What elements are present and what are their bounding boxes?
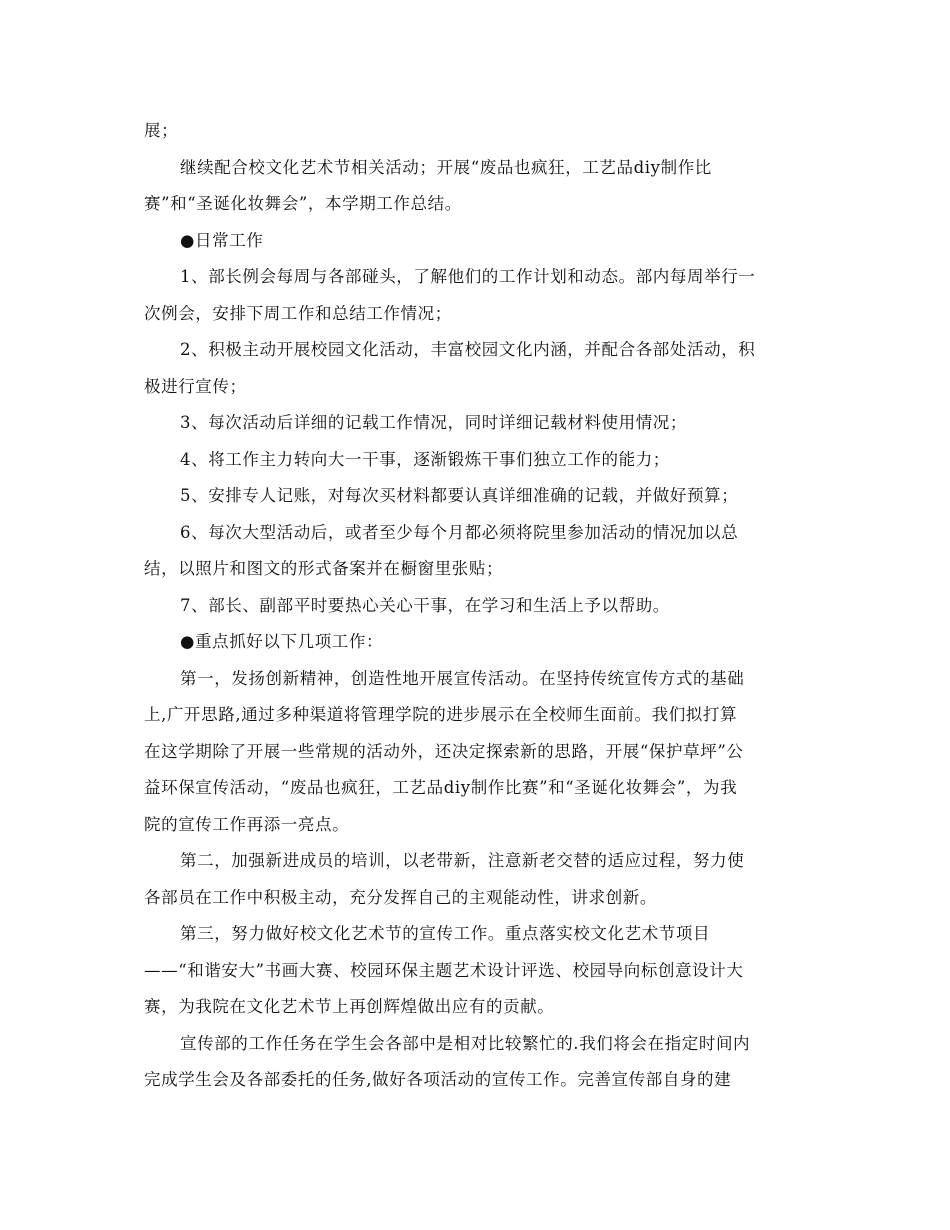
text-line: 完成学生会及各部委托的任务,做好各项活动的宣传工作。完善宣传部自身的建 bbox=[144, 1070, 732, 1089]
text-line: 结，以照片和图文的形式备案并在橱窗里张贴； bbox=[144, 559, 504, 578]
paragraph-line: 第二，加强新进成员的培训，以老带新，注意新老交替的适应过程，努力使 bbox=[180, 851, 745, 870]
text-line: 院的宣传工作再添一亮点。 bbox=[144, 814, 350, 834]
text-line: 益环保宣传活动，“废品也疯狂，工艺品diy制作比赛”和“圣诞化妆舞会”，为我 bbox=[144, 778, 738, 797]
text-line: 展； bbox=[144, 121, 179, 140]
section-heading: ●重点抓好以下几项工作： bbox=[180, 632, 384, 651]
paragraph-line: 第一，发扬创新精神，创造性地开展宣传活动。在坚持传统宣传方式的基础 bbox=[180, 668, 745, 688]
text-line: 赛，为我院在文化艺术节上再创辉煌做出应有的贡献。 bbox=[144, 997, 555, 1016]
list-item: 3、每次活动后详细的记载工作情况，同时详细记载材料使用情况； bbox=[180, 413, 687, 432]
list-item: 1、部长例会每周与各部碰头，了解他们的工作计划和动态。部内每周举行一 bbox=[180, 267, 756, 286]
text-line: ——“和谐安大”书画大赛、校园环保主题艺术设计评选、校园导向标创意设计大 bbox=[144, 960, 744, 980]
text-line: 上,广开思路,通过多种渠道将管理学院的进步展示在全校师生面前。我们拟打算 bbox=[144, 705, 738, 724]
list-item: 2、积极主动开展校园文化活动，丰富校园文化内涵，并配合各部处活动，积 bbox=[180, 340, 756, 359]
text-line: 次例会，安排下周工作和总结工作情况； bbox=[144, 303, 452, 323]
list-item: 7、部长、副部平时要热心关心干事，在学习和生活上予以帮助。 bbox=[180, 595, 670, 615]
list-item: 5、安排专人记账，对每次买材料都要认真详细准确的记载，并做好预算； bbox=[180, 486, 739, 505]
section-heading: ●日常工作 bbox=[180, 230, 264, 250]
document-body bbox=[144, 113, 806, 1099]
text-line: 各部员在工作中积极主动，充分发挥自己的主观能动性，讲求创新。 bbox=[144, 887, 657, 907]
text-line: 赛”和“圣诞化妆舞会”，本学期工作总结。 bbox=[144, 194, 462, 213]
list-item: 6、每次大型活动后，或者至少每个月都必须将院里参加活动的情况加以总 bbox=[180, 522, 739, 542]
text-line: 极进行宣传； bbox=[144, 376, 247, 396]
text-line: 继续配合校文化艺术节相关活动；开展“废品也疯狂，工艺品diy制作比 bbox=[180, 157, 712, 177]
paragraph-line: 宣传部的工作任务在学生会各部中是相对比较繁忙的.我们将会在指定时间内 bbox=[180, 1033, 751, 1053]
paragraph-line: 第三，努力做好校文化艺术节的宣传工作。重点落实校文化艺术节项目 bbox=[180, 924, 711, 943]
text-line: 在这学期除了开展一些常规的活动外，还决定探索新的思路，开展“保护草坪”公 bbox=[144, 741, 744, 761]
list-item: 4、将工作主力转向大一干事，逐渐锻炼干事们独立工作的能力； bbox=[180, 449, 670, 469]
